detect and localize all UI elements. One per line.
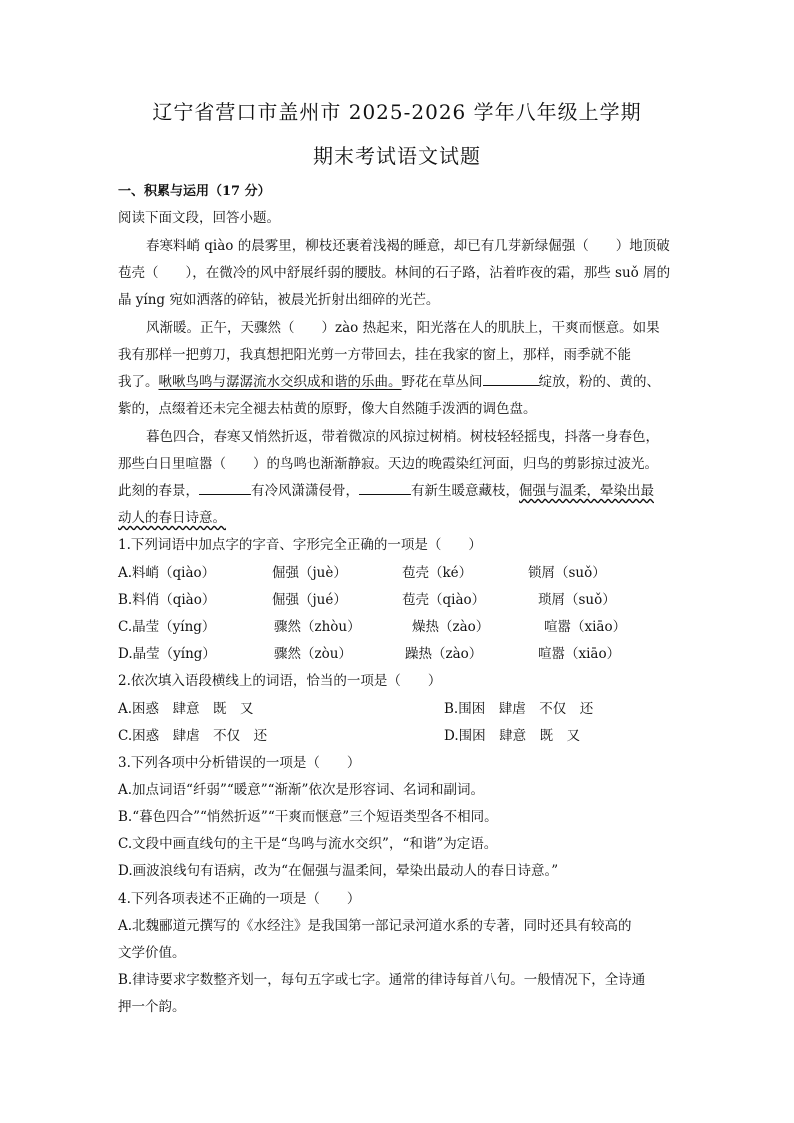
page-title-line1: 辽宁省营口市盖州市 2025-2026 学年八年级上学期 — [152, 100, 642, 124]
passage-p3-line1: 暮色四合，春寒又悄然折返，带着微凉的风掠过树梢。树枝轻轻摇曳，抖落一身春色， — [146, 429, 659, 445]
passage-p2-line2: 我有那样一把剪刀，我真想把阳光剪一方带回去，挂在我家的窗上，那样，雨季就不能 — [118, 347, 631, 363]
fill-blank-2[interactable] — [199, 480, 251, 495]
q1-option-d-3: 躁热（zào） — [405, 646, 483, 662]
q3-option-a: A.加点词语“纤弱”“暖意”“渐渐”依次是形容词、名词和副词。 — [118, 782, 484, 798]
passage-p2-line3 — [118, 370, 660, 390]
text-segment: 绽放，粉的、黄的、 — [538, 374, 660, 390]
q2-option-b: B.围困 肆虐 不仅 还 — [444, 701, 594, 717]
q3-option-c: C.文段中画直线句的主干是“鸟鸣与流水交织”，“和谐”为定语。 — [118, 836, 498, 852]
q3-option-d: D.画波浪线句有语病，改为“在倔强与温柔间，晕染出最动人的春日诗意。” — [118, 863, 559, 879]
q1-option-a-2: 倔强（juè） — [272, 565, 347, 581]
q1-option-b-1: B.料俏（qiào） — [118, 592, 216, 608]
wavy-underlined-sentence-end: 动人的春日诗意。 — [118, 510, 226, 526]
q4-option-b-line1: B.律诗要求字数整齐划一，每句五字或七字。通常的律诗每首八句。一般情况下，全诗通 — [118, 972, 646, 988]
q4-option-a-line2: 文学价值。 — [118, 945, 186, 961]
wavy-underlined-sentence: 倔强与温柔，晕染出最 — [519, 483, 654, 499]
question-2-stem: 2.依次填入语段横线上的词语，恰当的一项是（ ） — [118, 673, 442, 689]
text-segment: 有新生暖意藏枝， — [411, 483, 519, 499]
q2-option-c: C.困惑 肆虐 不仅 还 — [118, 728, 268, 744]
q2-option-a: A.困惑 肆意 既 又 — [118, 701, 254, 717]
text-segment: 此刻的春景， — [118, 483, 199, 499]
q1-option-d-4: 喧嚣（xiāo） — [538, 646, 621, 662]
page-title-line2: 期末考试语文试题 — [313, 144, 481, 168]
q1-option-d-2: 骤然（zòu） — [274, 646, 352, 662]
question-3-stem: 3.下列各项中分析错误的一项是（ ） — [118, 755, 361, 771]
passage-p1-line3: 晶 yíng 宛如洒落的碎钻，被晨光折射出细碎的光芒。 — [118, 292, 440, 308]
section-heading: 一、积累与运用（17 分） — [118, 184, 271, 199]
passage-p3-line2: 那些白日里喧嚣（ ）的鸟鸣也渐渐静寂。天边的晚霞染红河面，归鸟的剪影掠过波光。 — [118, 456, 658, 472]
q1-option-b-4: 琐屑（suǒ） — [538, 592, 616, 608]
straight-underlined-sentence: 啾啾鸟鸣与潺潺流水交织成和谐的乐曲。 — [158, 374, 402, 390]
text-segment: 野花在草丛间 — [401, 374, 483, 390]
q1-option-c-1: C.晶莹（yíng） — [118, 619, 216, 635]
passage-p1-line1: 春寒料峭 qiào 的晨雾里，柳枝还裹着浅褐的睡意，却已有几芽新绿倔强（ ）地顶破 — [146, 238, 670, 254]
q2-option-d: D.围困 肆意 既 又 — [444, 728, 581, 744]
fill-blank-3[interactable] — [359, 480, 411, 495]
passage-p2-line1: 风渐暖。正午，天骤然（ ）zào 热起来，阳光落在人的肌肤上，干爽而惬意。如果 — [146, 320, 660, 336]
q3-option-b: B.“暮色四合”“悄然折返”“干爽而惬意”三个短语类型各不相同。 — [118, 809, 498, 825]
q1-option-b-2: 倔强（jué） — [272, 592, 347, 608]
q1-option-a-1: A.料峭（qiào） — [118, 565, 216, 581]
q1-option-c-2: 骤然（zhòu） — [274, 619, 361, 635]
q1-option-b-3: 苞壳（qiào） — [402, 592, 486, 608]
passage-p2-line4: 紫的，点缀着还未完全褪去枯黄的原野，像大自然随手泼洒的调色盘。 — [118, 401, 537, 417]
text-segment: 有冷风潇潇侵骨， — [251, 483, 359, 499]
text-segment: 我了。 — [118, 374, 159, 390]
passage-p3-line4 — [118, 506, 226, 526]
q1-option-c-4: 喧嚣（xiāo） — [544, 619, 627, 635]
q1-option-a-3: 苞壳（ké） — [402, 565, 473, 581]
q4-option-b-line2: 押一个韵。 — [118, 999, 186, 1015]
q1-option-a-4: 锁屑（suǒ） — [528, 565, 606, 581]
question-1-stem: 1.下列词语中加点字的字音、字形完全正确的一项是（ ） — [118, 537, 482, 553]
passage-p3-line3 — [118, 479, 654, 499]
fill-blank-1[interactable] — [483, 371, 539, 386]
q1-option-d-1: D.晶莹（yíng） — [118, 646, 216, 662]
passage-p1-line2: 苞壳（ ），在微冷的风中舒展纤弱的腰肢。林间的石子路，沾着昨夜的霜，那些 suǒ 屑的 — [118, 265, 671, 281]
instruction-text: 阅读下面文段，回答小题。 — [118, 210, 280, 226]
q1-option-c-3: 燥热（zào） — [412, 619, 490, 635]
q4-option-a-line1: A.北魏郦道元撰写的《水经注》是我国第一部记录河道水系的专著，同时还具有较高的 — [118, 918, 632, 934]
question-4-stem: 4.下列各项表述不正确的一项是（ ） — [118, 891, 361, 907]
